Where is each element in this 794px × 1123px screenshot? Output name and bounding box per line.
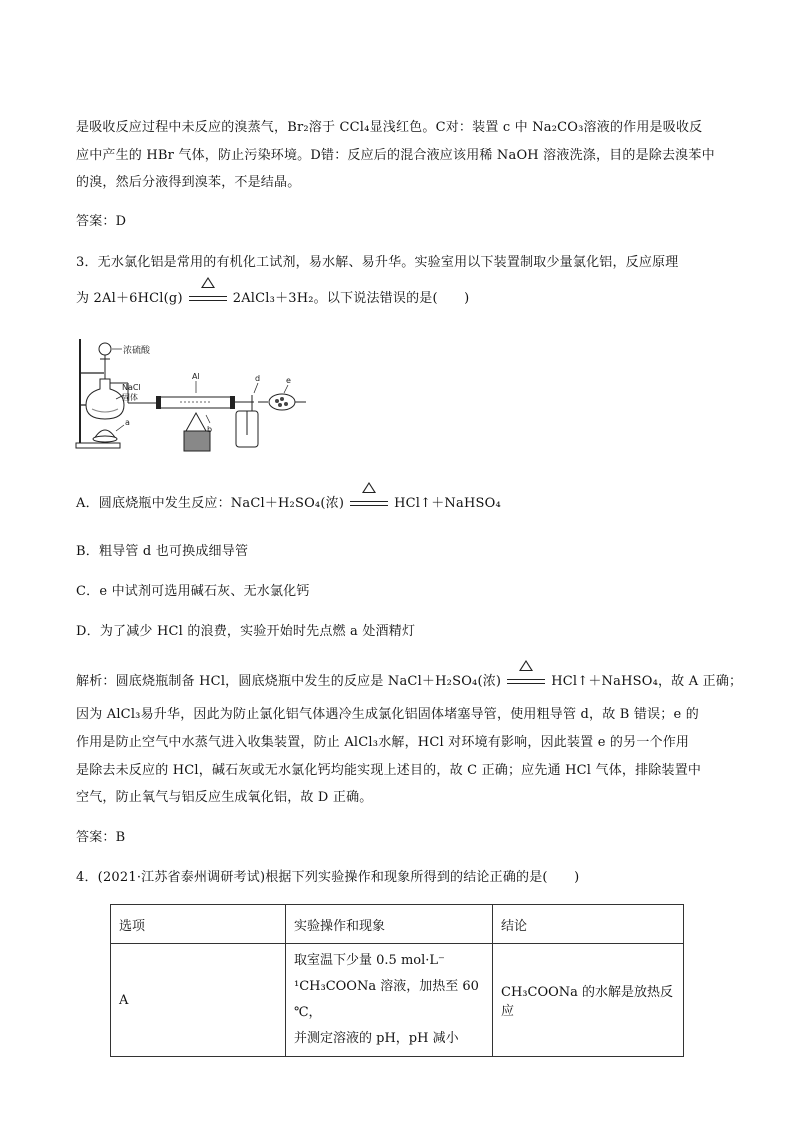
text-line: 的溴，然后分液得到溴苯，不是结晶。 — [76, 175, 301, 190]
operation-line: 并测定溶液的 pH，pH 减小 — [294, 1031, 459, 1046]
heating-equals-sign — [189, 291, 227, 307]
label-solid: 固体 — [122, 393, 138, 402]
label-d: d — [255, 374, 261, 383]
text-line: 应中产生的 HBr 气体，防止污染环境。D错：反应后的混合液应该用稀 NaOH 溶液洗涤，目的是除去溴苯中 — [76, 148, 715, 163]
label-e: e — [286, 376, 291, 385]
answer-line: 答案：B — [76, 830, 126, 845]
answer-line: 答案：D — [76, 214, 127, 229]
text-line: 是吸收反应过程中未反应的溴蒸气，Br₂溶于 CCl₄显浅红色。C对：装置 c 中 Na₂CO₃溶液的作用是吸收反 — [76, 120, 703, 135]
option-d: D．为了减少 HCl 的浪费，实验开始时先点燃 a 处酒精灯 — [76, 624, 416, 639]
header-operation: 实验操作和现象 — [286, 905, 493, 944]
explanation-left: 解析：圆底烧瓶制备 HCl，圆底烧瓶中发生的反应是 NaCl＋H₂SO₄(浓) — [76, 674, 502, 689]
option-a-right: HCl↑＋NaHSO₄ — [394, 496, 501, 511]
header-conclusion: 结论 — [493, 905, 684, 944]
question-3-reaction — [76, 287, 469, 307]
operation-line: 取室温下少量 0.5 mol·L⁻ — [294, 953, 445, 968]
apparatus-diagram — [72, 335, 312, 455]
explanation-line — [76, 670, 742, 690]
explanation-line: 是除去未反应的 HCl，碱石灰或无水氯化钙均能实现上述目的，故 C 正确；应先通 HCl 气体，排除装置中 — [76, 763, 702, 778]
cell-option: A — [111, 944, 286, 1057]
explanation-line: 空气，防止氧气与铝反应生成氧化铝，故 D 正确。 — [76, 790, 373, 805]
option-a — [76, 492, 501, 512]
reaction-left: 为 2Al＋6HCl(g) — [76, 291, 183, 306]
label-al: Al — [192, 372, 200, 381]
option-b: B．粗导管 d 也可换成细导管 — [76, 544, 249, 559]
funnel-icon — [99, 343, 111, 355]
heating-equals-sign — [350, 496, 388, 512]
heating-equals-sign — [507, 674, 545, 690]
label-acid: 浓硫酸 — [123, 346, 151, 356]
table-header-row — [111, 905, 684, 944]
experiment-table — [110, 904, 684, 1057]
option-a-left: A．圆底烧瓶中发生反应：NaCl＋H₂SO₄(浓) — [76, 496, 345, 511]
label-nacl: NaCl — [122, 383, 141, 392]
explanation-line: 因为 AlCl₃易升华，因此为防止氯化铝气体遇冷生成氯化铝固体堵塞导管，使用粗导管 d，故 B 错误；e 的 — [76, 707, 699, 722]
explanation-right: HCl↑＋NaHSO₄，故 A 正确； — [551, 674, 743, 689]
cell-conclusion: CH₃COONa 的水解是放热反应 — [493, 944, 684, 1057]
table-row — [111, 944, 684, 1057]
operation-line: ¹CH₃COONa 溶液，加热至 60 ℃， — [294, 979, 479, 1020]
question-4-stem: 4．(2021·江苏省泰州调研考试)根据下列实验操作和现象所得到的结论正确的是( ) — [76, 870, 580, 885]
question-3-stem: 3．无水氯化铝是常用的有机化工试剂，易水解、易升华。实验室用以下装置制取少量氯化铝，反应原理 — [76, 255, 679, 270]
label-b: b — [207, 425, 213, 434]
label-a: a — [125, 418, 130, 427]
reaction-right: 2AlCl₃＋3H₂。以下说法错误的是( ) — [232, 291, 470, 306]
option-c: C．e 中试剂可选用碱石灰、无水氯化钙 — [76, 584, 310, 599]
explanation-line: 作用是防止空气中水蒸气进入收集装置，防止 AlCl₃水解，HCl 对环境有影响，因此装置 e 的另一个作用 — [76, 735, 690, 750]
header-option: 选项 — [111, 905, 286, 944]
cell-operation — [286, 944, 493, 1057]
